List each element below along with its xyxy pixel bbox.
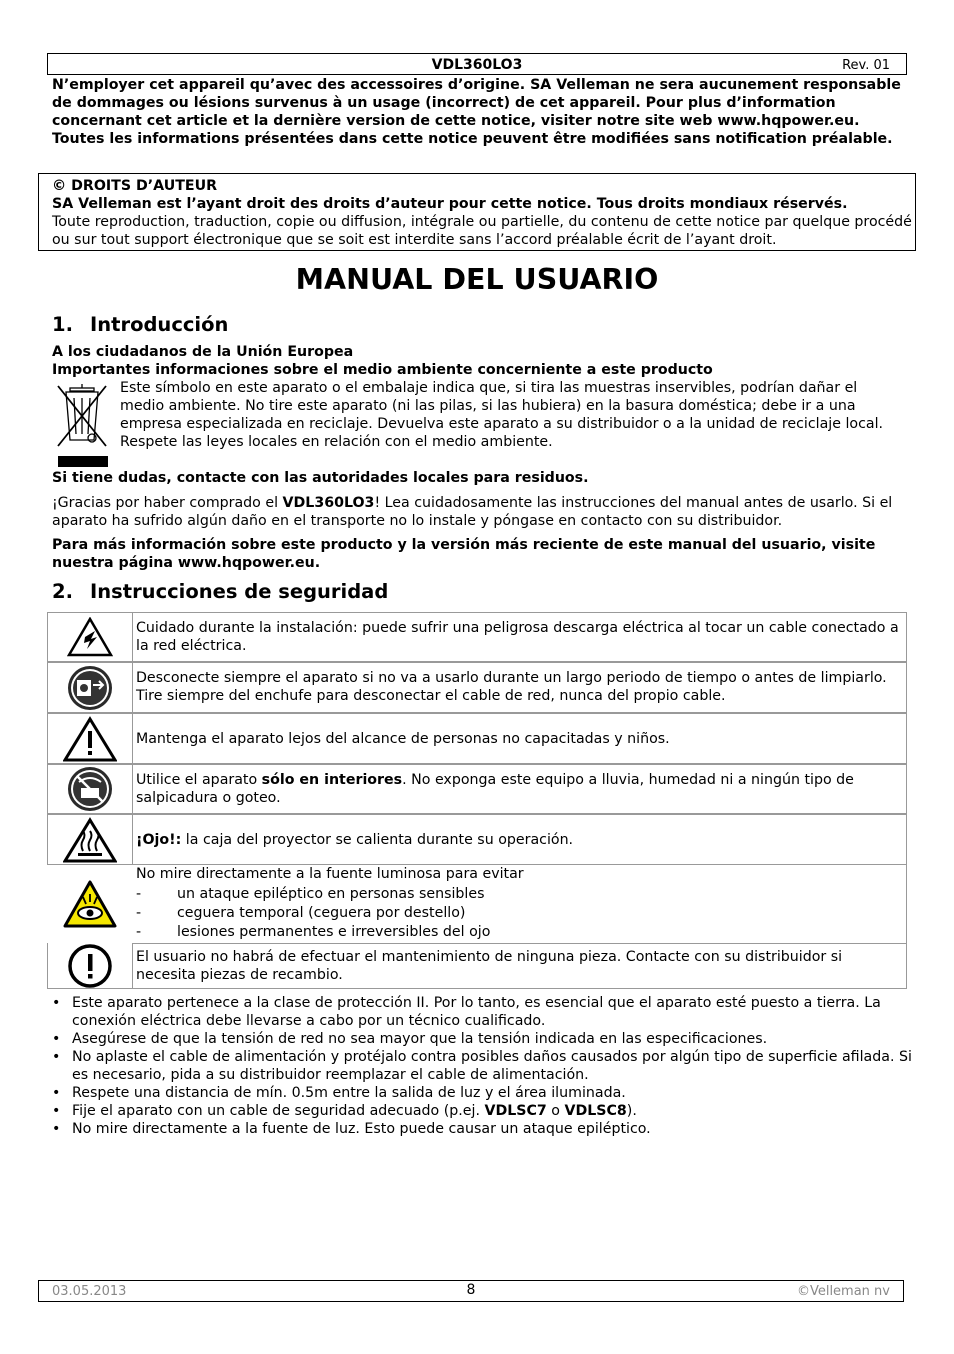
safety-text: Desconecte siempre el aparato si no va a usarlo durante un largo periodo de tiempo o antes de limpiarlo. Tire siempre del enchufe para desconectar el cable de red, nunca del propio cable.	[133, 662, 907, 713]
doubts-line: Si tiene dudas, contacte con las autoridades locales para residuos.	[52, 470, 589, 486]
exclamation-circle-icon	[47, 943, 133, 989]
light-hazard-item: - ceguera temporal (ceguera por destello)	[136, 905, 466, 921]
safety-text: Cuidado durante la instalación: puede sufrir una peligrosa descarga eléctrica al tocar un cable conectado a la red eléctrica.	[133, 612, 907, 662]
safety-row	[47, 865, 907, 943]
thanks-post: ! Lea cuidadosamente las instrucciones del manual antes de usarlo. Si el aparato ha sufrido algún daño en el transporte no lo instale y póngase en contacto con su distribuidor.	[52, 495, 893, 529]
safety-text	[133, 814, 907, 865]
thanks-model: VDL360LO3	[282, 495, 375, 511]
list-item: • No aplaste el cable de alimentación y protéjalo contra posibles daños causados por algún tipo de superficie afilada. Si es necesario, pida a su distribuidor reemplazar el cable de alimentación.	[52, 1048, 912, 1084]
light-hazard-item-text: lesiones permanentes e irreversibles del ojo	[177, 924, 491, 940]
safety-row	[47, 943, 907, 989]
copyright-box	[38, 173, 916, 251]
section-2-title: Instrucciones de seguridad	[90, 580, 389, 603]
copyright-bold: SA Velleman est l’ayant droit des droits d’auteur pour cette notice. Tous droits mondiaux réservés.	[52, 196, 848, 212]
safety-text: Mantenga el aparato lejos del alcance de personas no capacitadas y niños.	[133, 713, 907, 764]
safety-row	[47, 764, 907, 814]
light-hazard-item-text: un ataque epiléptico en personas sensibles	[177, 886, 485, 902]
safety-bullet-list	[52, 994, 912, 1138]
light-hazard-item-text: ceguera temporal (ceguera por destello)	[177, 905, 466, 921]
safety-row	[47, 814, 907, 865]
fix-b2: VDLSC8	[564, 1103, 627, 1119]
eu-line-1: A los ciudadanos de la Unión Europea	[52, 344, 354, 360]
weee-bin-icon	[52, 382, 112, 472]
safety-text	[133, 764, 907, 814]
revision: Rev. 01	[842, 58, 890, 73]
eu-line-2: Importantes informaciones sobre el medio ambiente concerniente a este producto	[52, 362, 713, 378]
indoor-pre: Utilice el aparato	[136, 772, 262, 788]
copyright-heading: © DROITS D’AUTEUR	[52, 178, 218, 194]
page-title: MANUAL DEL USUARIO	[295, 263, 659, 296]
section-2-heading	[52, 580, 388, 604]
thanks-paragraph	[52, 494, 912, 530]
electric-shock-warning-icon	[47, 612, 133, 662]
caution-triangle-icon	[47, 713, 133, 764]
light-hazard-eye-icon	[47, 865, 133, 943]
more-info: Para más información sobre este producto y la versión más reciente de este manual del usuario, visite nuestra página www.hqpower.eu.	[52, 537, 876, 571]
list-item: • No mire directamente a la fuente de luz. Esto puede causar un ataque epiléptico.	[52, 1120, 912, 1138]
list-item: • Respete una distancia de mín. 0.5m entre la salida de luz y el área iluminada.	[52, 1084, 912, 1102]
hot-post: la caja del proyector se calienta durante su operación.	[181, 832, 574, 848]
indoor-only-icon	[47, 764, 133, 814]
light-hazard-item: - un ataque epiléptico en personas sensibles	[136, 886, 485, 902]
section-1-heading	[52, 313, 228, 337]
footer-date: 03.05.2013	[52, 1284, 127, 1299]
fix-mid: o	[546, 1103, 565, 1119]
unplug-icon	[47, 662, 133, 713]
safety-text: El usuario no habrá de efectuar el mantenimiento de ninguna pieza. Contacte con su distribuidor si necesita piezas de recambio.	[133, 943, 907, 989]
footer-bar	[38, 1280, 904, 1302]
safety-row	[47, 612, 907, 662]
safety-row	[47, 713, 907, 764]
safety-row	[47, 662, 907, 713]
page-number: 8	[466, 1282, 476, 1298]
hot-bold: ¡Ojo!:	[136, 832, 182, 848]
list-item: • Este aparato pertenece a la clase de protección II. Por lo tanto, es esencial que el aparato esté puesto a tierra. La conexión eléctrica debe llevarse a cabo por un técnico cualificado.	[52, 994, 912, 1030]
thanks-pre: ¡Gracias por haber comprado el	[52, 495, 283, 511]
hot-surface-icon	[47, 814, 133, 865]
light-hazard-intro: No mire directamente a la fuente luminosa para evitar	[136, 866, 524, 882]
light-hazard-item: - lesiones permanentes e irreversibles del ojo	[136, 924, 491, 940]
header-bar	[47, 53, 907, 75]
indoor-bold: sólo en interiores	[261, 772, 403, 788]
model-number: VDL360LO3	[431, 57, 523, 73]
copyright-text: Toute reproduction, traduction, copie ou diffusion, intégrale ou partielle, du contenu de cette notice par quelque procédé ou sur tout support électronique que se soit est interdite sans l’accord préalable écrit de l’ayant droit.	[52, 214, 912, 248]
weee-text: Este símbolo en este aparato o el embalaje indica que, si tira las muestras inservibles, podrían dañar el medio ambiente. No tire este aparato (ni las pilas, si las hubiera) en la basura doméstica; debe ir a una empresa especializada en reciclaje. Devuelva este aparato a su distribuidor o a la unidad de reciclaje local. Respete las leyes locales en relación con el medio ambiente.	[120, 380, 884, 450]
footer-copyright: ©Velleman nv	[796, 1284, 890, 1299]
indoor-post: . No exponga este equipo a lluvia, humedad ni a ningún tipo de salpicadura o goteo.	[136, 772, 854, 806]
section-2-number: 2.	[52, 580, 73, 603]
fix-pre: Fije el aparato con un cable de seguridad adecuado (p.ej.	[72, 1103, 485, 1119]
safety-text	[133, 865, 907, 943]
section-1-title: Introducción	[90, 313, 229, 336]
section-1-number: 1.	[52, 313, 73, 336]
fix-b1: VDLSC7	[484, 1103, 547, 1119]
french-notice: N’employer cet appareil qu’avec des accessoires d’origine. SA Velleman ne sera aucunement responsable de dommages ou lésions survenus à un usage (incorrect) de cet appareil. Pour plus d’information concernant cet article et la dernière version de cette notice, visiter notre site web www.hqpower.eu. Toutes les informations présentées dans cette notice peuvent être modifiées sans notification préalable.	[52, 77, 901, 147]
list-item	[52, 1102, 912, 1120]
fix-post: ).	[626, 1103, 637, 1119]
list-item: • Asegúrese de que la tensión de red no sea mayor que la tensión indicada en las especificaciones.	[52, 1030, 912, 1048]
